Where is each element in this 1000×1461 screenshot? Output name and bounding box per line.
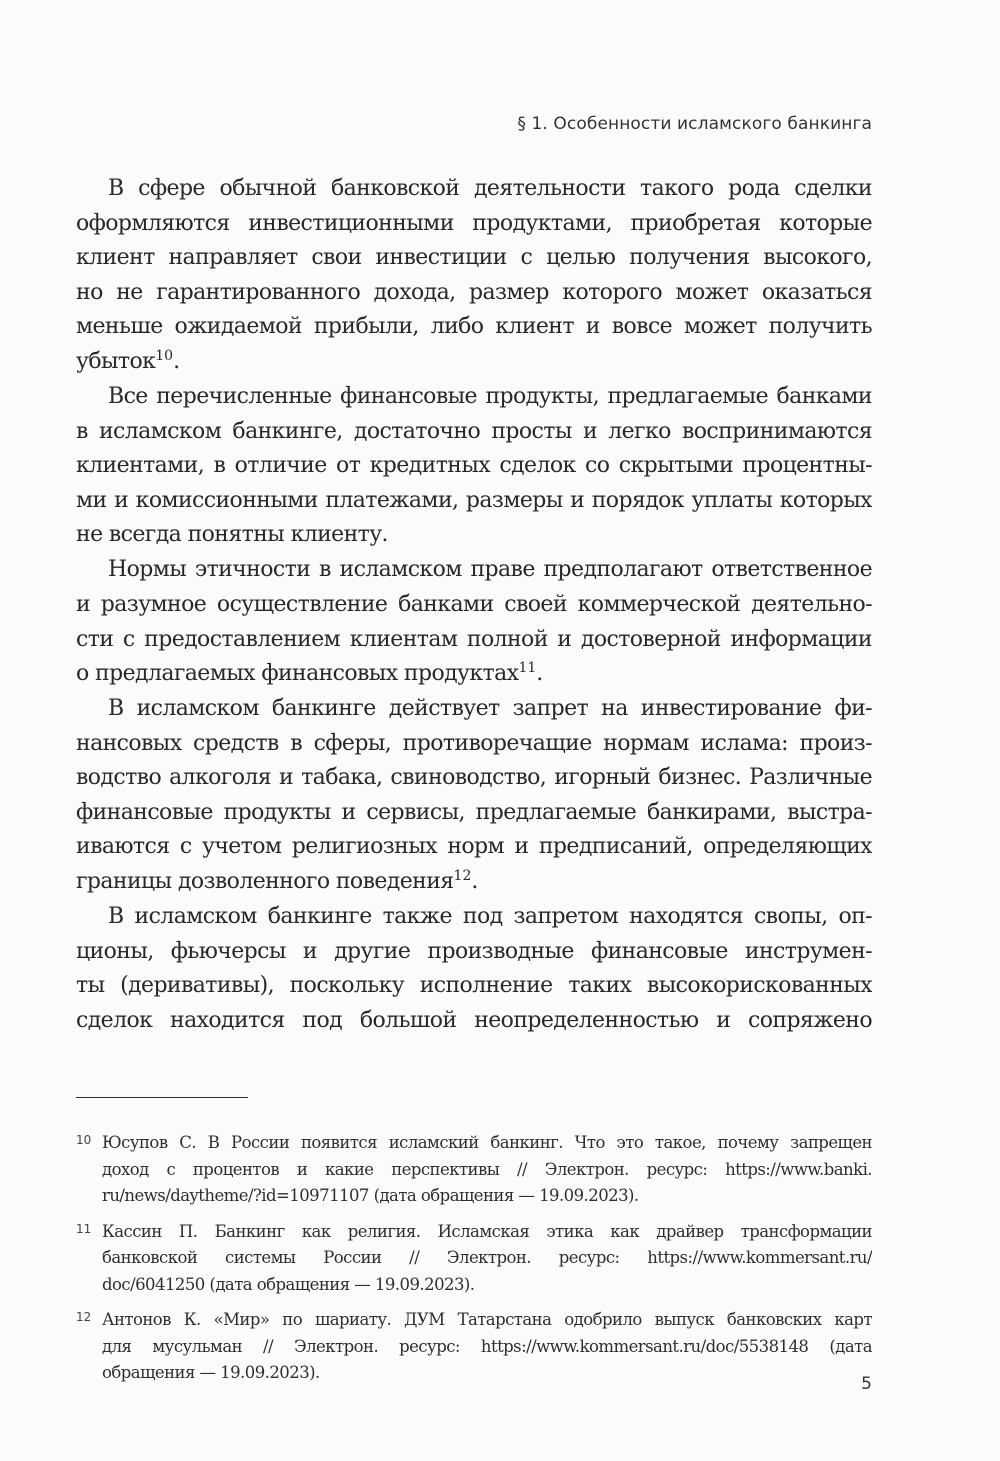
text-line: ционы, фьючерсы и другие производные финансовые инструмен- xyxy=(76,938,872,964)
text-line-content: убыток xyxy=(76,348,156,374)
running-header: § 1. Особенности исламского банкинга xyxy=(517,114,872,134)
footnote-reference[interactable]: 12 xyxy=(453,868,472,885)
paragraph xyxy=(76,692,872,900)
text-line: Нормы этичности в исламском праве предполагают ответственное xyxy=(108,557,872,583)
footnote-separator xyxy=(76,1097,248,1098)
footnote-line: doc/6041250 (дата обращения — 19.09.2023). xyxy=(102,1274,475,1294)
paragraph xyxy=(76,553,872,691)
footnote-line: банковской системы России // Электрон. ресурс: https://www.kommersant.ru/ xyxy=(102,1248,872,1267)
footnote-line: обращения — 19.09.2023). xyxy=(102,1363,320,1382)
paragraph xyxy=(76,172,872,380)
text-line xyxy=(76,345,872,380)
page-number: 5 xyxy=(861,1374,872,1394)
footnote-number: 10 xyxy=(76,1133,92,1147)
text-line: В исламском банкинге действует запрет на инвестирование фи- xyxy=(108,696,872,722)
footnote-line: ru/news/daytheme/?id=10971107 (дата обращения — 19.09.2023). xyxy=(102,1186,639,1205)
text-line: Все перечисленные финансовые продукты, предлагаемые банками xyxy=(108,383,872,409)
footnote-line: доход с процентов и какие перспективы // Электрон. ресурс: https://www.banki. xyxy=(102,1159,872,1179)
footnote-reference[interactable]: 11 xyxy=(518,660,537,677)
main-text xyxy=(76,172,872,1039)
text-line xyxy=(76,865,872,900)
footnote-number: 12 xyxy=(76,1310,92,1324)
text-line: меньше ожидаемой прибыли, либо клиент и вовсе может получить xyxy=(76,314,872,340)
text-line: В исламском банкинге также под запретом находятся свопы, оп- xyxy=(108,904,872,930)
text-line: сделок находится под большой неопределенностью и сопряжено xyxy=(76,1007,872,1033)
footnote-number: 11 xyxy=(76,1221,92,1236)
text-line: но не гарантированного дохода, размер которого может оказаться xyxy=(76,279,872,305)
text-line: сти с предоставлением клиентам полной и достоверной информации xyxy=(76,626,872,652)
footnote-line: Антонов К. «Мир» по шариату. ДУМ Татарстана одобрило выпуск банковских карт xyxy=(102,1310,872,1329)
text-line: не всегда понятны клиенту. xyxy=(76,522,388,548)
text-line: и разумное осуществление банками своей коммерческой деятельно- xyxy=(76,591,872,617)
paragraph xyxy=(76,380,872,553)
text-line: В сфере обычной банковской деятельности такого рода сделки xyxy=(108,176,872,201)
text-line: в исламском банкинге, достаточно просты и легко воспринимаются xyxy=(76,418,872,444)
footnotes xyxy=(76,1130,872,1396)
sentence-end: . xyxy=(173,348,180,374)
sentence-end: . xyxy=(471,869,478,895)
text-line: ми и комиссионными платежами, размеры и порядок уплаты которых xyxy=(76,487,872,513)
text-line-content: о предлагаемых финансовых продуктах xyxy=(76,661,519,687)
footnote-line: Юсупов С. В России появится исламский банкинг. Что это такое, почему запрещен xyxy=(102,1133,872,1152)
text-line-content: границы дозволенного поведения xyxy=(76,869,454,895)
footnote xyxy=(76,1219,872,1299)
text-line: водство алкоголя и табака, свиноводство, игорный бизнес. Различные xyxy=(76,765,872,791)
footnote-line: Кассин П. Банкинг как религия. Исламская этика как драйвер трансформации xyxy=(102,1221,872,1241)
text-line xyxy=(76,657,872,692)
paragraph xyxy=(76,900,872,1038)
footnote-reference[interactable]: 10 xyxy=(155,347,174,364)
text-line: клиент направляет свои инвестиции с целью получения высокого, xyxy=(76,245,872,271)
footnote xyxy=(76,1130,872,1210)
text-line: ты (деривативы), поскольку исполнение таких высокорискованных xyxy=(76,973,872,999)
text-line: финансовые продукты и сервисы, предлагаемые банкирами, выстра- xyxy=(76,799,872,825)
sentence-end: . xyxy=(536,661,543,687)
text-line: иваются с учетом религиозных норм и предписаний, определяющих xyxy=(76,834,872,860)
footnote xyxy=(76,1307,872,1387)
text-line: оформляются инвестиционными продуктами, приобретая которые xyxy=(76,210,872,236)
text-line: нансовых средств в сферы, противоречащие нормам ислама: произ- xyxy=(76,730,872,756)
text-line: клиентами, в отличие от кредитных сделок со скрытыми процентны- xyxy=(76,453,872,479)
footnote-line: для мусульман // Электрон. ресурс: https://www.kommersant.ru/doc/5538148 (дата xyxy=(102,1336,872,1356)
